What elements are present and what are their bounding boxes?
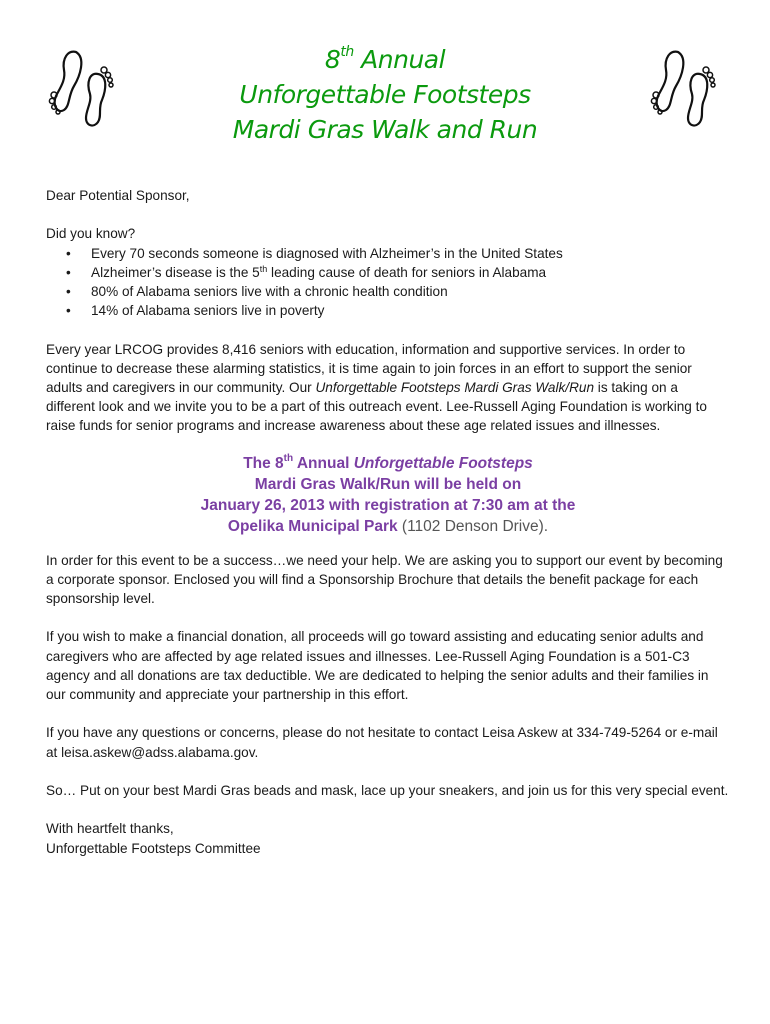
title-line-2: Unforgettable Footsteps bbox=[239, 80, 531, 109]
title-line-3: Mardi Gras Walk and Run bbox=[232, 115, 538, 144]
event-line-1: The 8th Annual Unforgettable Footsteps bbox=[243, 452, 533, 472]
event-announcement bbox=[46, 453, 730, 537]
list-item: • Every 70 seconds someone is diagnosed with Alzheimer’s in the United States bbox=[66, 245, 563, 261]
signature: Unforgettable Footsteps Committee bbox=[46, 840, 261, 856]
facts-list bbox=[46, 244, 730, 321]
did-you-know-heading: Did you know? bbox=[46, 226, 136, 242]
footprints-icon bbox=[46, 44, 116, 129]
closing-paragraph: So… Put on your best Mardi Gras beads and mask, lace up your sneakers, and join us for this very special event. bbox=[46, 783, 729, 798]
footprints-icon bbox=[648, 44, 718, 129]
list-item: • Alzheimer’s disease is the 5th leading cause of death for seniors in Alabama bbox=[66, 263, 547, 280]
list-item: • 80% of Alabama seniors live with a chronic health condition bbox=[66, 284, 448, 299]
salutation: Dear Potential Sponsor, bbox=[46, 188, 190, 203]
sponsor-paragraph: In order for this event to be a success…we need your help. We are asking you to support our event by becoming a corporate sponsor. Enclosed you will find a Sponsorship Brochure that details the benefit package for each sponsorship level. bbox=[46, 552, 723, 607]
closing-salutation: With heartfelt thanks, bbox=[46, 821, 174, 837]
letter-body bbox=[46, 186, 730, 858]
event-line-2: Mardi Gras Walk/Run will be held on bbox=[254, 475, 522, 493]
letter-title bbox=[150, 42, 620, 147]
title-line-1: 8th Annual bbox=[324, 44, 446, 74]
contact-paragraph: If you have any questions or concerns, please do not hesitate to contact Leisa Askew at 334-749-5264 or e-mail at leisa.askew@adss.alabama.gov. bbox=[46, 725, 718, 760]
event-line-4: Opelika Municipal Park (1102 Denson Drive). bbox=[227, 517, 549, 535]
intro-paragraph: Every year LRCOG provides 8,416 seniors with education, information and supportive services. In order to continue to decrease these alarming statistics, it is time again to join forces in an effort to support the senior adults and caregivers in our community. Our Unforgettable Footsteps Mardi Gras Walk/Run is taking on a different look and we invite you to be a part of this outreach event. Lee-Russell Aging Foundation is working to raise funds for senior programs and increase awareness about these age related issues and illnesses. bbox=[46, 341, 707, 434]
donation-paragraph: If you wish to make a financial donation, all proceeds will go toward assisting and educating senior adults and caregivers who are affected by age related issues and illnesses. Lee-Russell Aging Foundation is a 501-C3 agency and all donations are tax deductible. We are dedicated to helping the senior adults and their families in our community and appreciate your partnership in this effort. bbox=[46, 629, 709, 703]
event-line-3: January 26, 2013 with registration at 7:30 am at the bbox=[200, 496, 576, 514]
list-item: • 14% of Alabama seniors live in poverty bbox=[66, 303, 325, 319]
